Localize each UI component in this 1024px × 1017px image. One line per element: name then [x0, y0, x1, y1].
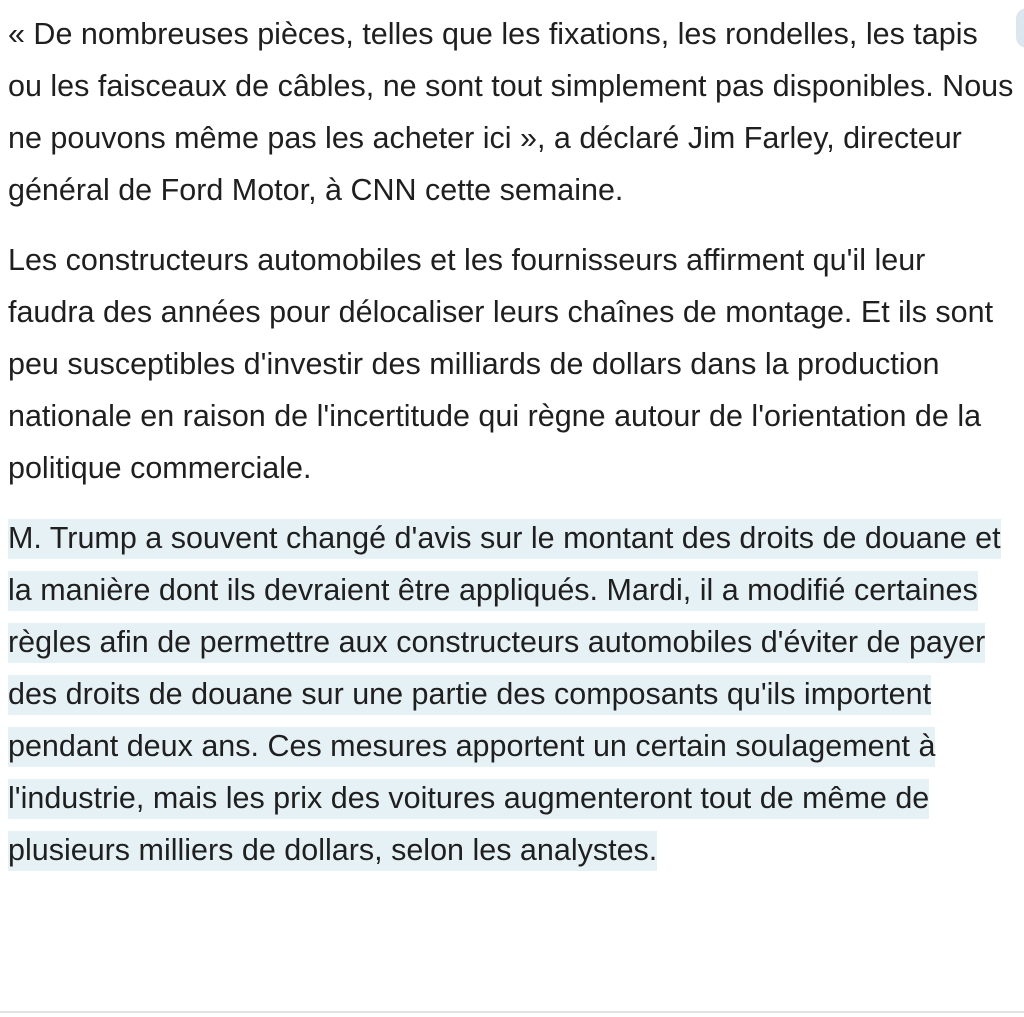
paragraph-trump-tariffs[interactable] — [8, 512, 1018, 876]
scroll-edge-indicator — [1016, 8, 1024, 48]
paragraph-automakers — [8, 234, 1018, 494]
bottom-divider — [0, 1011, 1024, 1013]
article-body — [8, 8, 1018, 894]
paragraph-text: Les constructeurs automobiles et les fournisseurs affirment qu'il leur faudra des années pour délocaliser leurs chaînes de montage. Et ils sont peu susceptibles d'investir des milliards de dollars dans la production nationale en raison de l'incertitude qui règne autour de l'orientation de la politique commerciale. — [8, 243, 994, 485]
paragraph-text: « De nombreuses pièces, telles que les fixations, les rondelles, les tapis ou les faisceaux de câbles, ne sont tout simplement pas disponibles. Nous ne pouvons même pas les acheter ici », a déclaré Jim Farley, directeur général de Ford Motor, à CNN cette semaine. — [8, 17, 1014, 207]
selected-text-highlight[interactable]: M. Trump a souvent changé d'avis sur le montant des droits de douane et la manière dont ils devraient être appliqués. Mardi, il a modifié certaines règles afin de permettre aux constructeurs automobiles d'éviter de payer des droits de douane sur une partie des composants qu'ils importent pendant deux ans. Ces mesures apportent un certain soulagement à l'industrie, mais les prix des voitures augmenteront tout de même de plusieurs milliers de dollars, selon les analystes. — [8, 519, 1001, 871]
paragraph-ford-quote — [8, 8, 1018, 216]
